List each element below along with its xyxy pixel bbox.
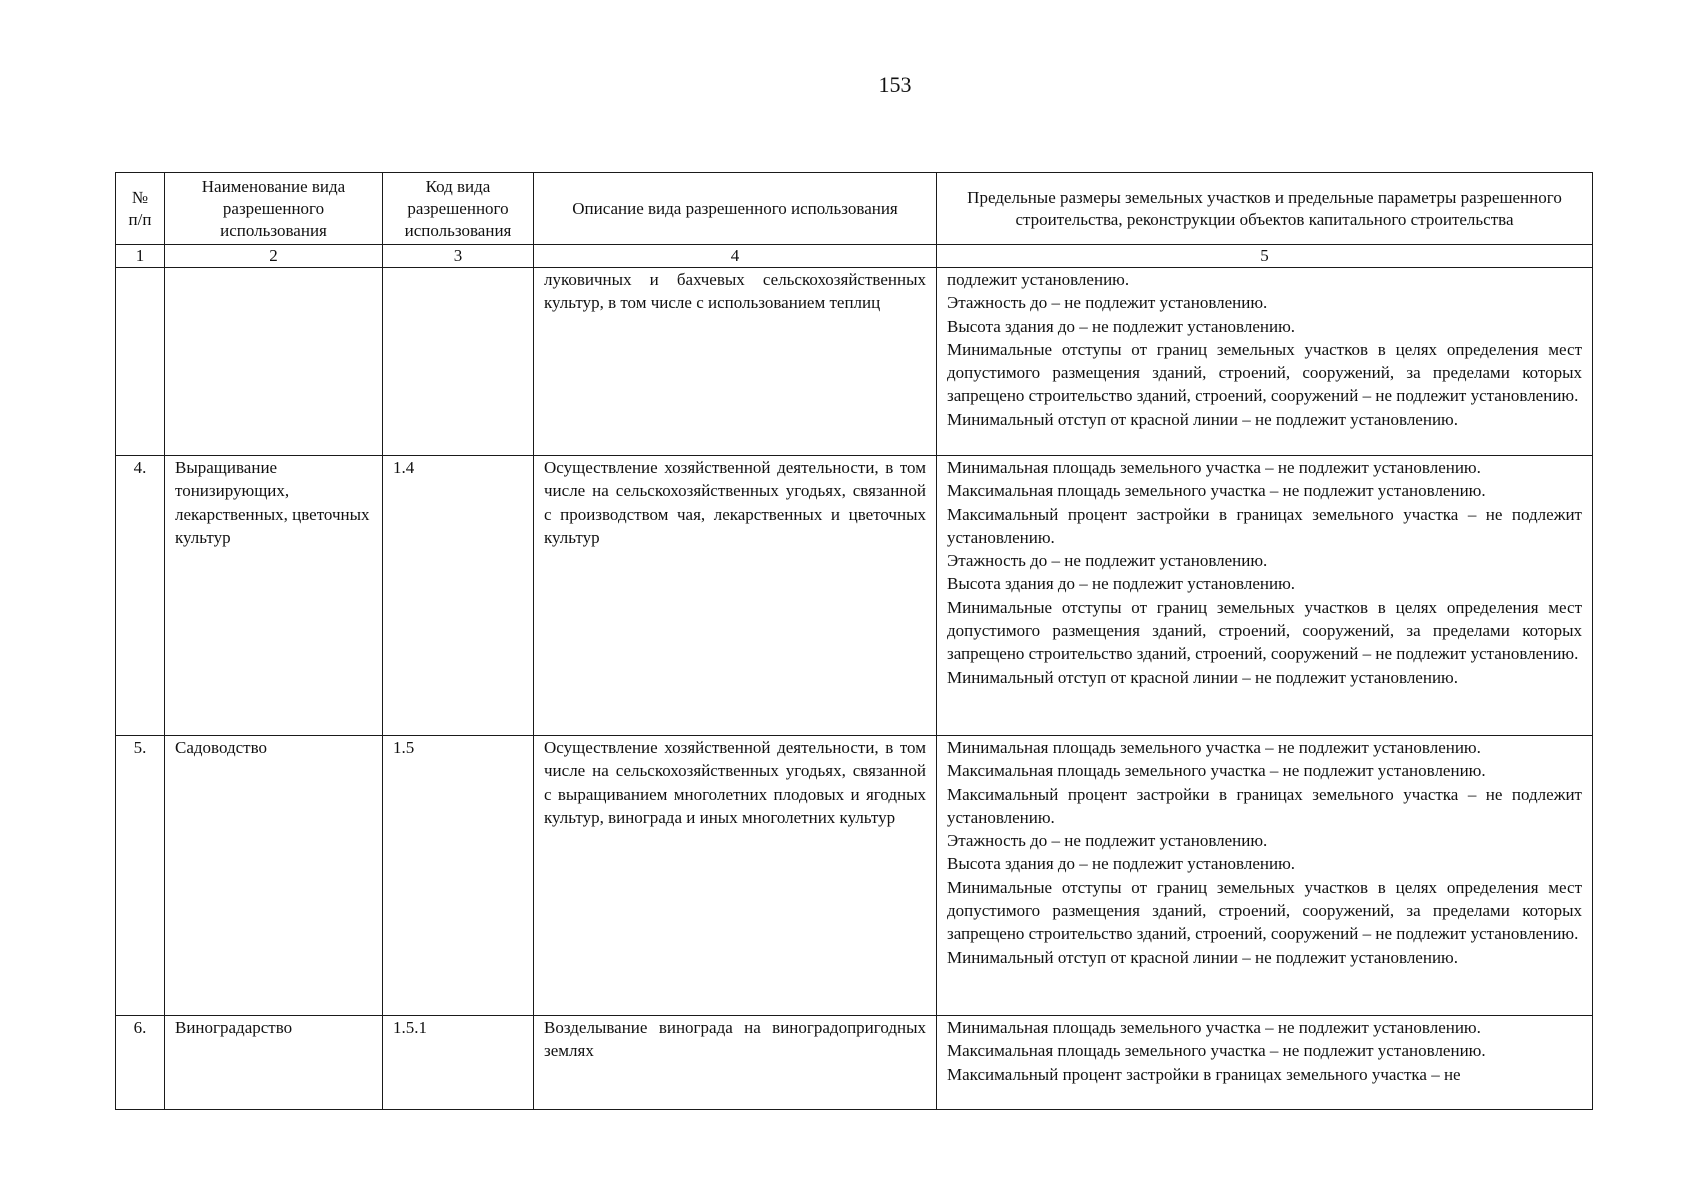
table-row: [116, 268, 1593, 456]
row-use-description: луковичных и бахчевых сельскохозяйственных культур, в том числе с использованием теплиц: [534, 268, 937, 456]
column-number: 1: [116, 245, 165, 268]
parameter-line: Высота здания до – не подлежит установлению.: [947, 854, 1296, 874]
parameter-line: подлежит установлению.: [947, 270, 1130, 289]
parameter-line: Этажность до – не подлежит установлению.: [947, 831, 1268, 851]
column-number: 5: [937, 245, 1593, 268]
parameter-line: Этажность до – не подлежит установлению.: [947, 293, 1268, 313]
row-use-description: Возделывание винограда на виноградопригодных землях: [534, 1016, 937, 1110]
row-limit-parameters: [937, 736, 1593, 1016]
parameter-line: Максимальная площадь земельного участка – не подлежит установлению.: [947, 481, 1486, 501]
column-number: 4: [534, 245, 937, 268]
parameter-line: Минимальные отступы от границ земельных участков в целях определения мест допустимого размещения зданий, строений, сооружений, за пределами которых запрещено строительство зданий, строений, сооружений – не подлежит установлению.: [947, 339, 1582, 406]
parameter-line: Минимальный отступ от красной линии – не подлежит установлению.: [947, 947, 1458, 967]
permitted-use-table: [115, 172, 1593, 1110]
row-limit-parameters: [937, 1016, 1593, 1110]
column-number-row: [116, 245, 1593, 268]
row-limit-parameters: [937, 456, 1593, 736]
parameter-line: Минимальный отступ от красной линии – не подлежит установлению.: [947, 667, 1458, 687]
parameter-line: Максимальная площадь земельного участка – не подлежит установлению.: [947, 761, 1486, 781]
header-use-description: Описание вида разрешенного использования: [534, 173, 937, 245]
column-number: 3: [383, 245, 534, 268]
parameter-line: Максимальный процент застройки в границах земельного участка – не подлежит установлению.: [947, 784, 1582, 827]
row-use-name: Выращивание тонизирующих, лекарственных, цветочных культур: [165, 456, 383, 736]
header-limit-parameters: Предельные размеры земельных участков и предельные параметры разрешенного строительства, реконструкции объектов капитального строительства: [937, 173, 1593, 245]
row-number: 6.: [116, 1016, 165, 1110]
parameter-line: Минимальные отступы от границ земельных участков в целях определения мест допустимого размещения зданий, строений, сооружений, за пределами которых запрещено строительство зданий, строений, сооружений – не подлежит установлению.: [947, 597, 1582, 664]
row-number: [116, 268, 165, 456]
row-limit-parameters: [937, 268, 1593, 456]
parameter-line: Высота здания до – не подлежит установлению.: [947, 574, 1296, 594]
parameter-line: Минимальные отступы от границ земельных участков в целях определения мест допустимого размещения зданий, строений, сооружений, за пределами которых запрещено строительство зданий, строений, сооружений – не подлежит установлению.: [947, 877, 1582, 944]
parameter-line: Минимальная площадь земельного участка – не подлежит установлению.: [947, 458, 1481, 477]
row-use-code: [383, 268, 534, 456]
row-use-code: 1.4: [383, 456, 534, 736]
row-use-name: [165, 268, 383, 456]
page-number: 153: [878, 72, 912, 97]
parameter-line: Максимальный процент застройки в границах земельного участка – не: [947, 1064, 1461, 1084]
table-row: [116, 1016, 1593, 1110]
parameter-line: Высота здания до – не подлежит установлению.: [947, 316, 1296, 336]
row-use-description: Осуществление хозяйственной деятельности, в том числе на сельскохозяйственных угодьях, связанной с выращиванием многолетних плодовых и ягодных культур, винограда и иных многолетних культур: [534, 736, 937, 1016]
parameter-line: Максимальная площадь земельного участка – не подлежит установлению.: [947, 1041, 1486, 1061]
header-use-name: Наименование вида разрешенного использования: [165, 173, 383, 245]
parameter-line: Минимальная площадь земельного участка – не подлежит установлению.: [947, 738, 1481, 757]
row-use-description: Осуществление хозяйственной деятельности, в том числе на сельскохозяйственных угодьях, связанной с производством чая, лекарственных и цветочных культур: [534, 456, 937, 736]
header-number: № п/п: [116, 173, 165, 245]
header-use-code: Код вида разрешенного использования: [383, 173, 534, 245]
row-use-name: Садоводство: [165, 736, 383, 1016]
column-number: 2: [165, 245, 383, 268]
row-use-name: Виноградарство: [165, 1016, 383, 1110]
parameter-line: Минимальная площадь земельного участка – не подлежит установлению.: [947, 1018, 1481, 1037]
row-use-code: 1.5.1: [383, 1016, 534, 1110]
table-row: [116, 736, 1593, 1016]
row-number: 5.: [116, 736, 165, 1016]
parameter-line: Минимальный отступ от красной линии – не подлежит установлению.: [947, 409, 1458, 429]
row-number: 4.: [116, 456, 165, 736]
row-use-code: 1.5: [383, 736, 534, 1016]
parameter-line: Максимальный процент застройки в границах земельного участка – не подлежит установлению.: [947, 504, 1582, 547]
parameter-line: Этажность до – не подлежит установлению.: [947, 551, 1268, 571]
table-header-row: [116, 173, 1593, 245]
table-row: [116, 456, 1593, 736]
